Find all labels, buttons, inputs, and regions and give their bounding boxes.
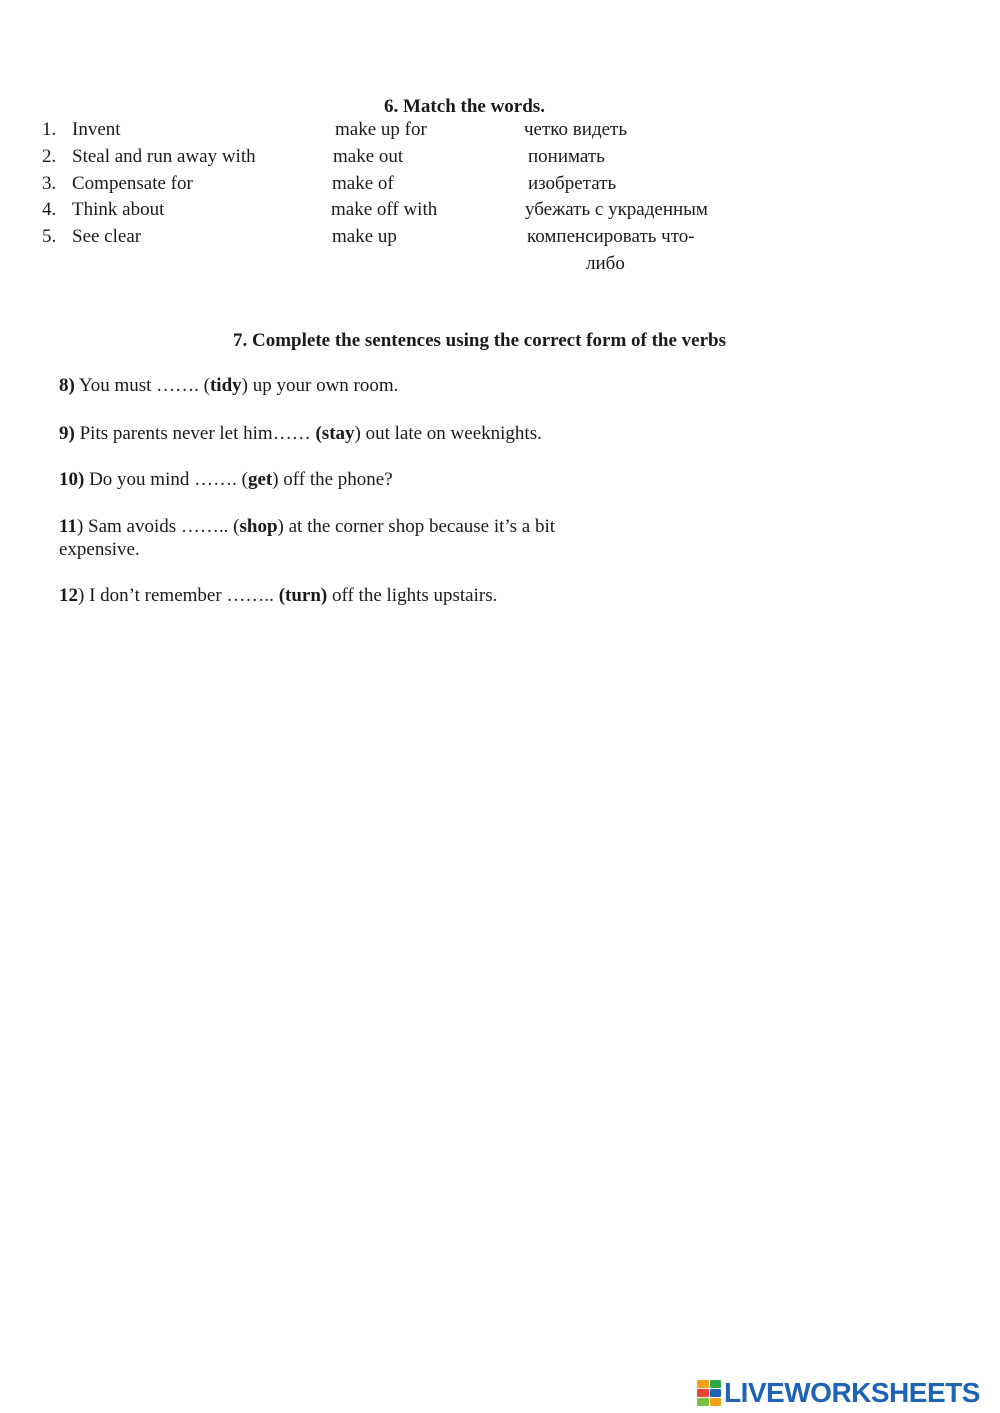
phrasal-verb: make up (332, 226, 397, 247)
sentence-text: ) at the corner shop because it’s a bit (277, 516, 556, 537)
russian-translation: понимать (528, 146, 605, 167)
russian-translation-continuation: либо (586, 253, 625, 274)
verb-hint: (turn) (278, 585, 328, 606)
row-number: 5. (42, 226, 57, 247)
row-number: 1. (42, 119, 57, 140)
sentence-10 (59, 469, 393, 491)
verb-hint: shop (239, 516, 278, 537)
logo-tile (697, 1380, 709, 1388)
sentence-number: 12 (59, 585, 78, 606)
sentence-11-continuation: expensive. (59, 539, 140, 560)
russian-translation: компенсировать что- (527, 226, 695, 247)
sentence-11 (59, 516, 555, 538)
row-number: 2. (42, 146, 57, 167)
sentence-number: 9) (59, 423, 75, 444)
sentence-number: 11 (59, 516, 77, 537)
russian-translation: изобретать (528, 173, 617, 194)
term: Think about (72, 199, 165, 220)
verb-hint: get (247, 469, 273, 490)
phrasal-verb: make out (333, 146, 404, 167)
sentence-text: You must ……. ( (74, 375, 210, 396)
sentence-text: ) Sam avoids …….. ( (76, 516, 240, 537)
sentence-12 (59, 585, 497, 607)
sentence-text: ) off the phone? (272, 469, 393, 490)
sentence-number: 10) (59, 469, 85, 490)
section-6-title: 6. Match the words. (384, 96, 545, 117)
logo-tile (697, 1389, 709, 1397)
sentence-number: 8) (59, 375, 75, 396)
logo-tile (710, 1389, 722, 1397)
sentence-8 (59, 375, 398, 397)
sentence-text: off the lights upstairs. (327, 585, 498, 606)
verb-hint: tidy (209, 375, 242, 396)
phrasal-verb: make off with (331, 199, 438, 220)
row-number: 4. (42, 199, 57, 220)
section-7-title: 7. Complete the sentences using the correct form of the verbs (233, 330, 726, 351)
verb-hint: (stay (315, 423, 355, 444)
row-number: 3. (42, 173, 57, 194)
term: See clear (72, 226, 142, 247)
russian-translation: убежать с украденным (525, 199, 708, 220)
term: Steal and run away with (72, 146, 256, 167)
logo-tile (710, 1380, 722, 1388)
sentence-text: Pits parents never let him…… (74, 423, 316, 444)
logo-tile (697, 1398, 709, 1406)
sentence-text: ) up your own room. (241, 375, 399, 396)
term: Invent (72, 119, 121, 140)
phrasal-verb: make of (332, 173, 394, 194)
sentence-text: ) out late on weeknights. (354, 423, 542, 444)
term: Compensate for (72, 173, 193, 194)
sentence-9 (59, 423, 542, 445)
logo-tile (710, 1398, 722, 1406)
liveworksheets-logo (697, 1378, 980, 1408)
logo-icon (697, 1380, 721, 1406)
phrasal-verb: make up for (335, 119, 427, 140)
russian-translation: четко видеть (524, 119, 628, 140)
sentence-text: Do you mind ……. ( (84, 469, 248, 490)
sentence-text: ) I don’t remember …….. (78, 585, 279, 606)
logo-text: LIVEWORKSHEETS (724, 1377, 980, 1408)
